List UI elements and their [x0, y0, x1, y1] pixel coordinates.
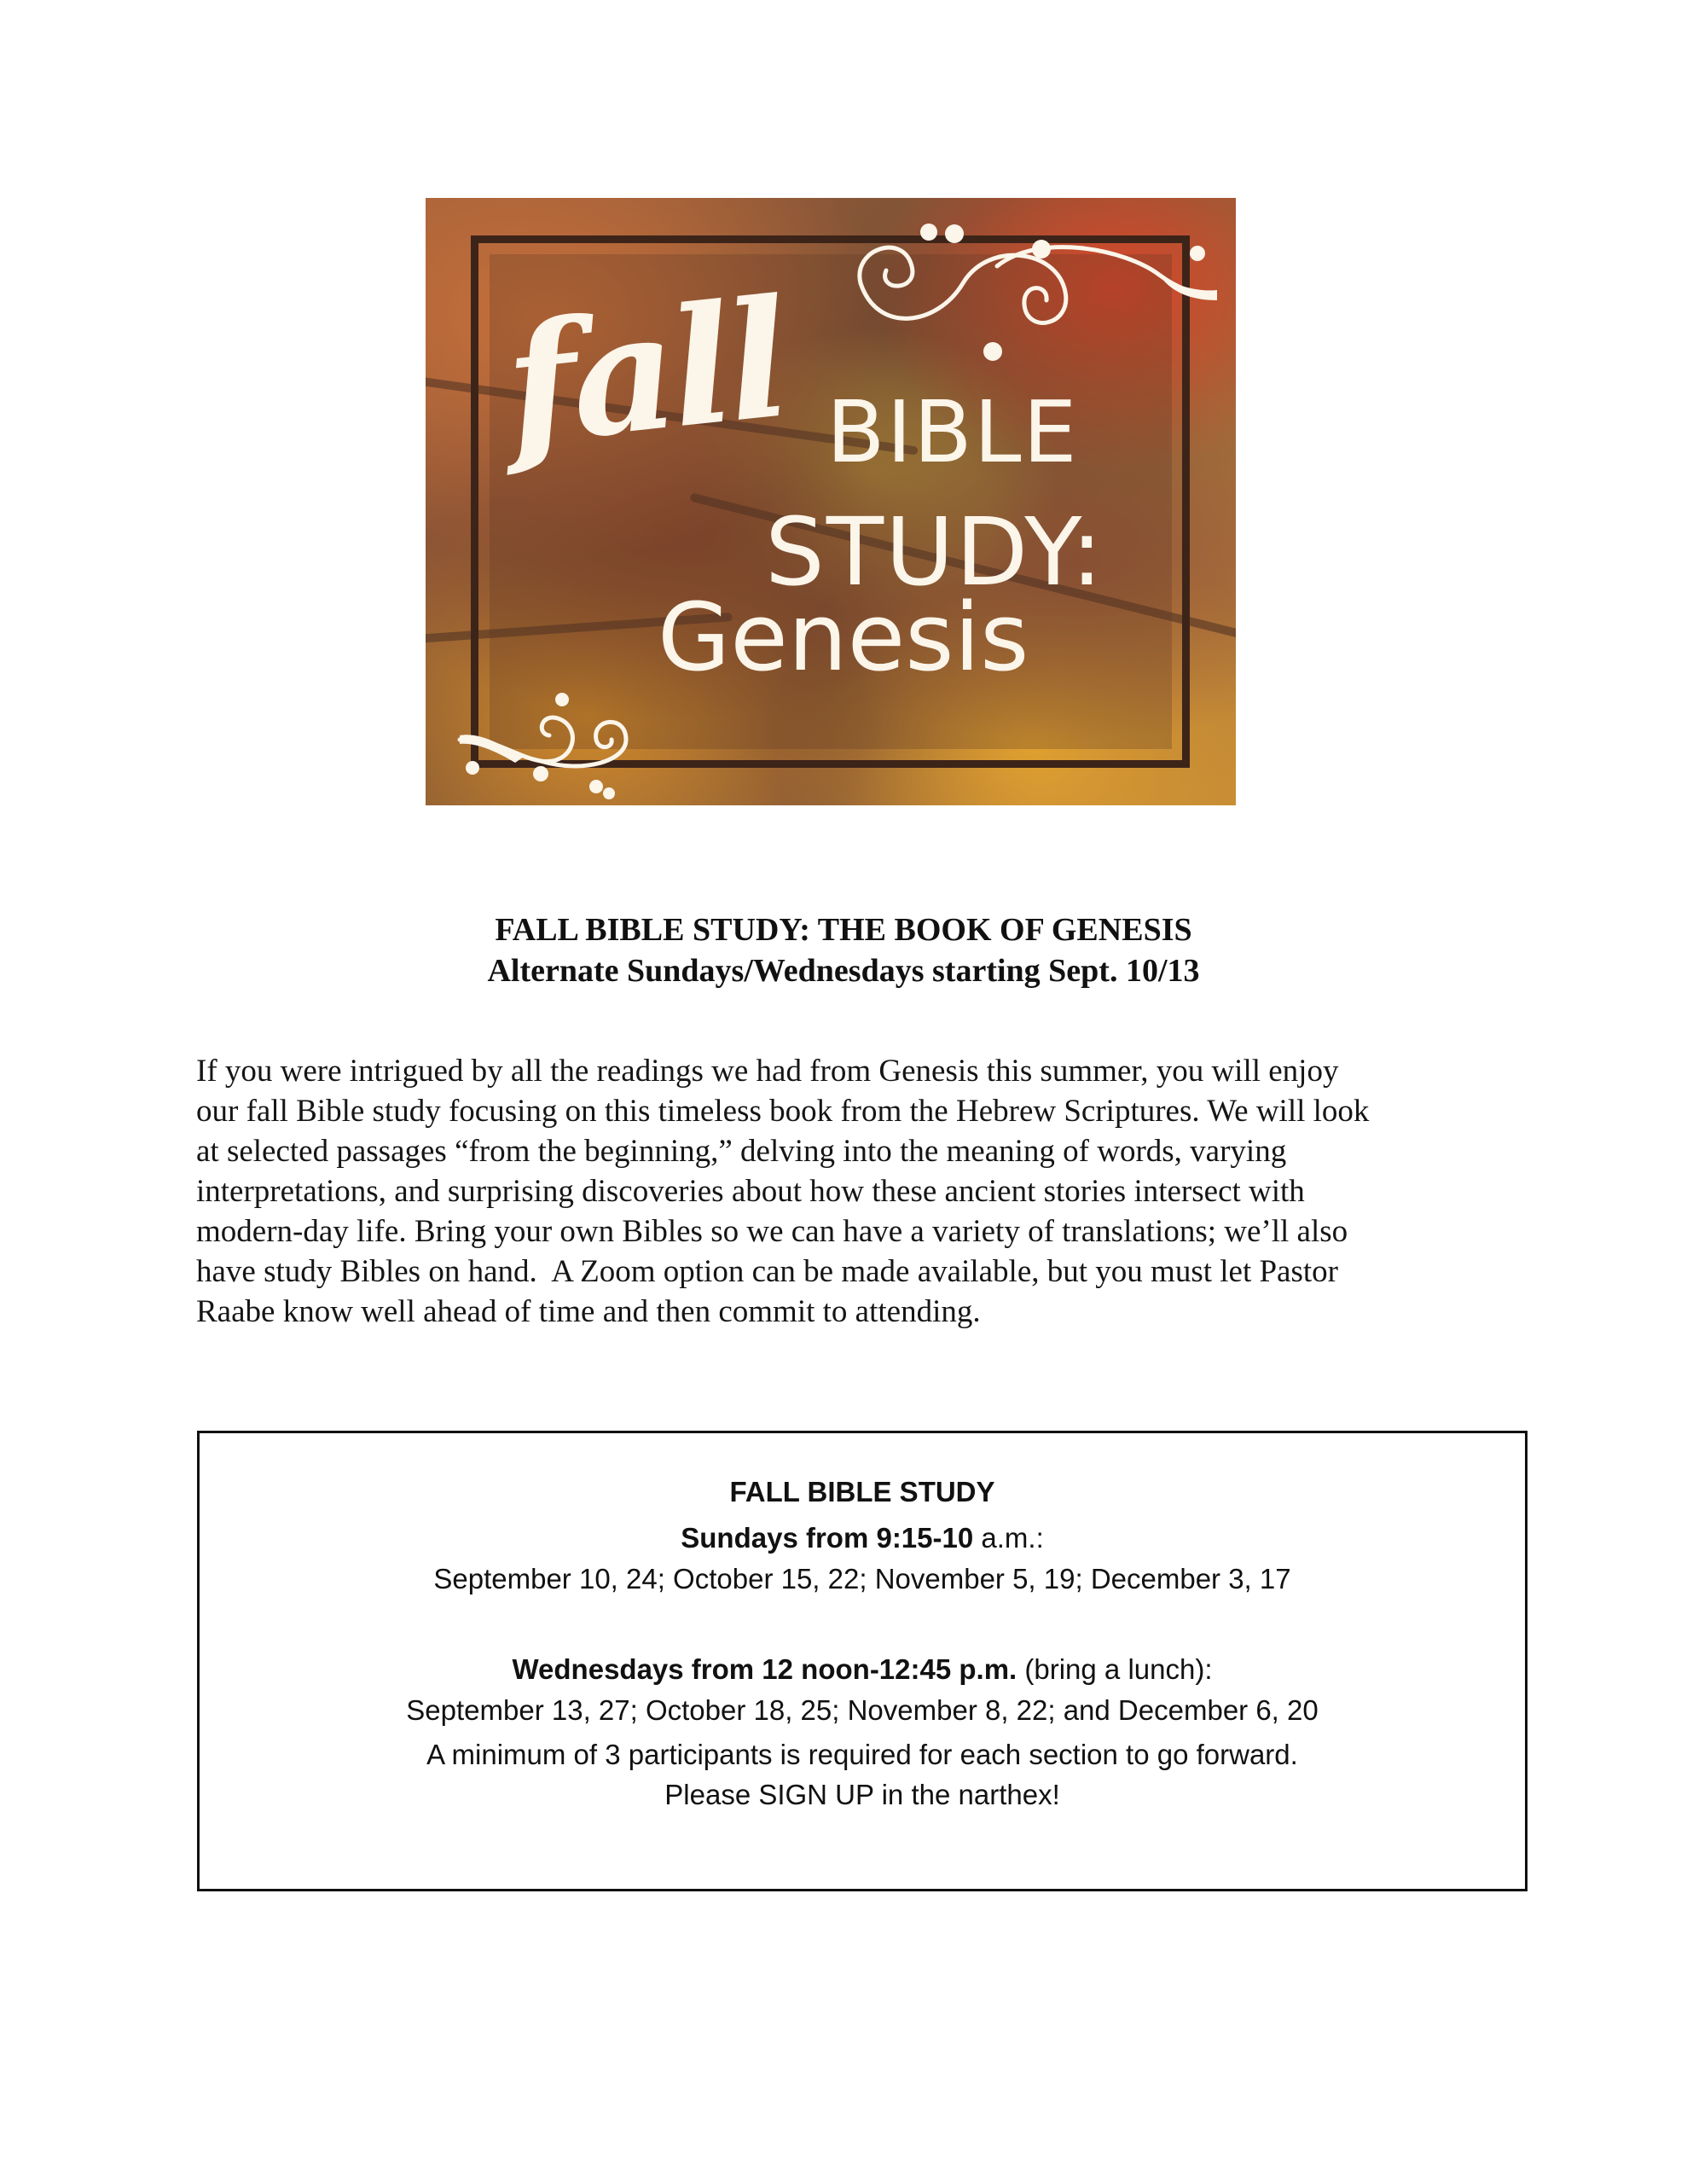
wednesdays-dates: September 13, 27; October 18, 25; November 8, 22; and December 6, 20 [406, 1694, 1319, 1726]
intro-line: at selected passages “from the beginning,” delving into the meaning of words, varying [196, 1134, 1287, 1169]
swirl-ornament-top-icon [844, 215, 1219, 394]
intro-line: have study Bibles on hand. A Zoom option can be made available, but you must let Pastor [196, 1254, 1338, 1289]
page-subtitle: Alternate Sundays/Wednesdays starting Sept. 10/13 [487, 953, 1200, 989]
intro-line: Raabe know well ahead of time and then commit to attending. [196, 1294, 981, 1329]
sundays-dates: September 10, 24; October 15, 22; November 5, 19; December 3, 17 [433, 1563, 1291, 1594]
schedule-title: FALL BIBLE STUDY [729, 1476, 995, 1507]
minimum-note: A minimum of 3 participants is required for each section to go forward. [426, 1739, 1298, 1770]
page-title: FALL BIBLE STUDY: THE BOOK OF GENESIS [495, 912, 1192, 948]
wednesdays-time-suffix: (bring a lunch): [1017, 1653, 1213, 1685]
intro-line: If you were intrigued by all the readings we had from Genesis this summer, you will enjoy [196, 1054, 1339, 1089]
sundays-heading [200, 1522, 1525, 1554]
signup-note: Please SIGN UP in the narthex! [664, 1779, 1060, 1810]
sundays-time-suffix: a.m.: [973, 1522, 1044, 1554]
wednesdays-heading [200, 1653, 1525, 1686]
wednesdays-time-label: Wednesdays from 12 noon-12:45 p.m. [512, 1653, 1017, 1685]
intro-paragraph [196, 1051, 1501, 1332]
intro-line: interpretations, and surprising discoveries about how these ancient stories intersect with [196, 1174, 1305, 1209]
intro-line: modern-day life. Bring your own Bibles so we can have a variety of translations; we’ll also [196, 1214, 1348, 1249]
banner-title-line-2: STUDY: [765, 497, 1104, 607]
banner-script-word: fall [497, 263, 793, 482]
intro-line: our fall Bible study focusing on this timeless book from the Hebrew Scriptures. We will look [196, 1094, 1370, 1129]
banner-title-line-3: Genesis [658, 583, 1029, 692]
banner-image [426, 198, 1236, 805]
banner-title-line-1: BIBLE [826, 382, 1079, 482]
sundays-time-label: Sundays from 9:15-10 [681, 1522, 974, 1554]
schedule-box [197, 1431, 1528, 1891]
swirl-ornament-bottom-icon [455, 693, 677, 804]
